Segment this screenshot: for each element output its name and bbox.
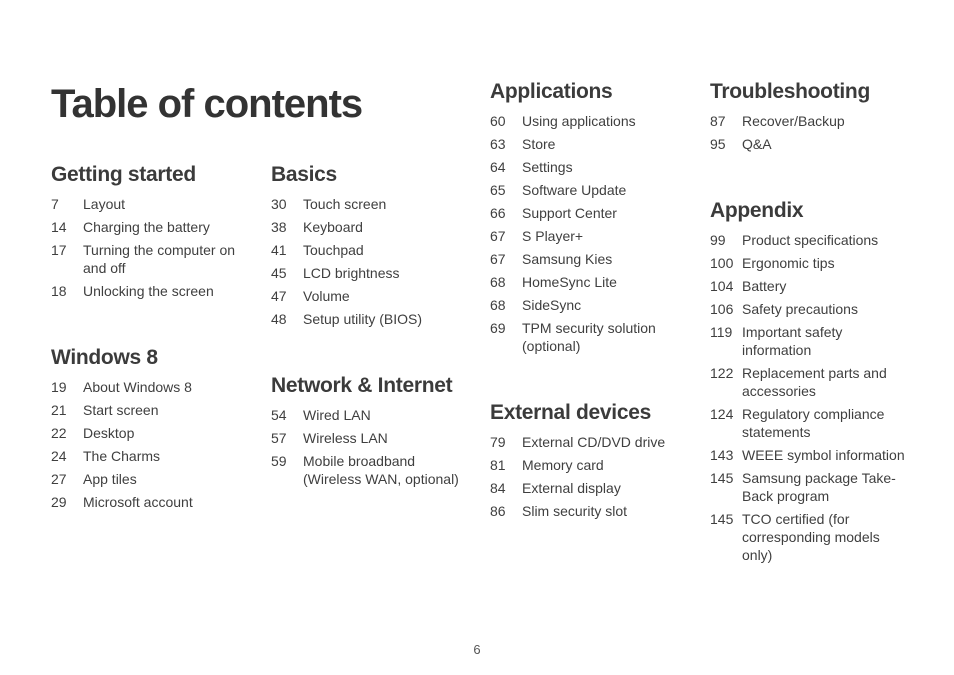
toc-page-number: 69	[490, 320, 506, 336]
toc-page-number: 59	[271, 453, 287, 469]
toc-page-number: 66	[490, 205, 506, 221]
toc-entry[interactable]	[51, 424, 251, 442]
toc-entry-title: The Charms	[83, 448, 161, 464]
toc-entry-title: Touchpad	[303, 242, 364, 258]
toc-entry[interactable]	[710, 231, 910, 249]
toc-page-number: 104	[710, 278, 734, 294]
toc-entry-title: Wired LAN	[303, 407, 371, 423]
toc-page-number: 124	[710, 406, 734, 422]
toc-entry-title: Replacement parts and accessories	[742, 365, 887, 399]
toc-page-number: 99	[710, 232, 726, 248]
toc-entry[interactable]	[271, 241, 471, 259]
toc-page-number: 7	[51, 196, 59, 212]
entry-list	[271, 195, 471, 328]
entry-list	[490, 112, 690, 355]
toc-page-number: 14	[51, 219, 67, 235]
toc-entry[interactable]	[490, 502, 690, 520]
toc-page-number: 48	[271, 311, 287, 327]
section-heading: Appendix	[710, 199, 804, 222]
toc-entry[interactable]	[490, 456, 690, 474]
entry-list	[51, 378, 251, 511]
toc-entry[interactable]	[51, 218, 251, 236]
page-number: 6	[473, 642, 481, 657]
entry-list	[710, 231, 910, 564]
toc-page-number: 19	[51, 379, 67, 395]
toc-entry-title: Keyboard	[303, 219, 363, 235]
toc-page-number: 38	[271, 219, 287, 235]
toc-entry[interactable]	[710, 364, 910, 400]
toc-page-number: 67	[490, 251, 506, 267]
toc-entry-title: Settings	[522, 159, 573, 175]
toc-entry-title: Recover/Backup	[742, 113, 845, 129]
toc-page-number: 27	[51, 471, 67, 487]
toc-page-number: 57	[271, 430, 287, 446]
toc-entry[interactable]	[490, 135, 690, 153]
section-appendix	[710, 198, 910, 569]
section-basics	[271, 162, 471, 333]
entry-list	[490, 433, 690, 520]
toc-entry-title: Product specifications	[742, 232, 879, 248]
toc-page-number: 145	[710, 470, 734, 486]
toc-entry-title: Wireless LAN	[303, 430, 388, 446]
toc-entry[interactable]	[490, 273, 690, 291]
toc-page-number: 143	[710, 447, 734, 463]
toc-page-number: 106	[710, 301, 734, 317]
section-heading: Applications	[490, 80, 613, 103]
toc-entry-title: Store	[522, 136, 556, 152]
toc-page-number: 21	[51, 402, 67, 418]
toc-entry-title: Samsung package Take-Back program	[742, 470, 896, 504]
toc-page-number: 145	[710, 511, 734, 527]
toc-page-number: 86	[490, 503, 506, 519]
toc-entry[interactable]	[51, 470, 251, 488]
toc-entry[interactable]	[490, 158, 690, 176]
toc-page-number: 17	[51, 242, 67, 258]
toc-entry-title: Microsoft account	[83, 494, 193, 510]
section-getting-started	[51, 162, 251, 305]
toc-page-number: 100	[710, 255, 734, 271]
section-heading: Windows 8	[51, 346, 158, 369]
toc-entry-title: Layout	[83, 196, 126, 212]
toc-entry-title: Setup utility (BIOS)	[303, 311, 423, 327]
toc-entry-title: External display	[522, 480, 621, 496]
section-network-internet	[271, 373, 471, 493]
toc-entry[interactable]	[271, 287, 471, 305]
toc-entry-title: Q&A	[742, 136, 772, 152]
section-external-devices	[490, 400, 690, 525]
toc-page-number: 29	[51, 494, 67, 510]
toc-entry[interactable]	[710, 112, 910, 130]
toc-entry[interactable]	[490, 296, 690, 314]
toc-entry[interactable]	[271, 452, 471, 488]
toc-entry-title: Mobile broadband (Wireless WAN, optional)	[303, 453, 459, 487]
toc-entry[interactable]	[490, 479, 690, 497]
toc-entry[interactable]	[271, 218, 471, 236]
toc-entry-title: Ergonomic tips	[742, 255, 835, 271]
section-heading: Getting started	[51, 163, 196, 186]
toc-entry[interactable]	[271, 310, 471, 328]
toc-entry-title: Important safety information	[742, 324, 843, 358]
toc-entry-title: Regulatory compliance statements	[742, 406, 885, 440]
section-applications	[490, 79, 690, 360]
toc-entry[interactable]	[710, 405, 910, 441]
toc-entry-title: TPM security solution (optional)	[522, 320, 656, 354]
toc-entry[interactable]	[271, 429, 471, 447]
entry-list	[51, 195, 251, 300]
entry-list	[271, 406, 471, 488]
toc-entry[interactable]	[490, 319, 690, 355]
toc-entry-title: Memory card	[522, 457, 604, 473]
toc-page-number: 68	[490, 274, 506, 290]
toc-entry-title: Start screen	[83, 402, 159, 418]
toc-entry-title: About Windows 8	[83, 379, 192, 395]
toc-page-number: 18	[51, 283, 67, 299]
section-heading: Troubleshooting	[710, 80, 870, 103]
toc-entry-title: Touch screen	[303, 196, 387, 212]
section-heading: Basics	[271, 163, 337, 186]
toc-entry[interactable]	[51, 241, 251, 277]
section-heading: Network & Internet	[271, 374, 453, 397]
toc-entry[interactable]	[271, 195, 471, 213]
toc-entry-title: WEEE symbol information	[742, 447, 905, 463]
toc-entry[interactable]	[710, 446, 910, 464]
toc-page-number: 41	[271, 242, 287, 258]
toc-entry-title: Volume	[303, 288, 350, 304]
toc-page-number: 30	[271, 196, 287, 212]
toc-page-number: 47	[271, 288, 287, 304]
toc-entry-title: SideSync	[522, 297, 582, 313]
toc-page-number: 81	[490, 457, 506, 473]
toc-entry[interactable]	[51, 378, 251, 396]
entry-list	[710, 112, 910, 153]
toc-entry[interactable]	[271, 264, 471, 282]
toc-page-number: 67	[490, 228, 506, 244]
toc-entry[interactable]	[490, 112, 690, 130]
toc-entry-title: TCO certified (for corresponding models only)	[742, 511, 880, 563]
toc-page-number: 122	[710, 365, 734, 381]
toc-entry-title: Battery	[742, 278, 787, 294]
toc-entry-title: Software Update	[522, 182, 627, 198]
toc-entry[interactable]	[490, 227, 690, 245]
toc-entry-title: Samsung Kies	[522, 251, 613, 267]
toc-entry-title: Desktop	[83, 425, 135, 441]
toc-page-number: 24	[51, 448, 67, 464]
toc-entry-title: Using applications	[522, 113, 636, 129]
toc-entry-title: LCD brightness	[303, 265, 400, 281]
toc-entry[interactable]	[710, 469, 910, 505]
toc-entry-title: Turning the computer on and off	[83, 242, 236, 276]
toc-entry-title: Charging the battery	[83, 219, 210, 235]
section-heading: External devices	[490, 401, 651, 424]
toc-entry-title: S Player+	[522, 228, 584, 244]
toc-entry[interactable]	[51, 195, 251, 213]
toc-entry[interactable]	[710, 135, 910, 153]
section-troubleshooting	[710, 79, 910, 158]
toc-entry-title: Safety precautions	[742, 301, 858, 317]
toc-entry[interactable]	[710, 254, 910, 272]
toc-page-number: 65	[490, 182, 506, 198]
toc-page-number: 45	[271, 265, 287, 281]
toc-entry[interactable]	[710, 277, 910, 295]
toc-entry[interactable]	[490, 433, 690, 451]
toc-entry[interactable]	[51, 447, 251, 465]
toc-entry[interactable]	[490, 181, 690, 199]
toc-entry[interactable]	[490, 250, 690, 268]
toc-entry[interactable]	[51, 493, 251, 511]
toc-page-number: 95	[710, 136, 726, 152]
page-title: Table of contents	[51, 82, 363, 126]
toc-page-number: 54	[271, 407, 287, 423]
toc-entry-title: Unlocking the screen	[83, 283, 214, 299]
toc-page-number: 63	[490, 136, 506, 152]
toc-entry-title: External CD/DVD drive	[522, 434, 666, 450]
toc-page-number: 60	[490, 113, 506, 129]
toc-page-number: 79	[490, 434, 506, 450]
toc-entry[interactable]	[51, 401, 251, 419]
toc-entry[interactable]	[51, 282, 251, 300]
toc-page-number: 64	[490, 159, 506, 175]
toc-entry[interactable]	[490, 204, 690, 222]
toc-entry[interactable]	[710, 510, 910, 564]
toc-page-number: 87	[710, 113, 726, 129]
toc-entry-title: App tiles	[83, 471, 137, 487]
toc-entry-title: HomeSync Lite	[522, 274, 617, 290]
toc-entry[interactable]	[710, 323, 910, 359]
toc-entry[interactable]	[271, 406, 471, 424]
toc-page-number: 22	[51, 425, 67, 441]
toc-page-number: 119	[710, 324, 733, 340]
toc-page-number: 68	[490, 297, 506, 313]
toc-entry[interactable]	[710, 300, 910, 318]
toc-page-number: 84	[490, 480, 506, 496]
toc-entry-title: Slim security slot	[522, 503, 628, 519]
section-windows8	[51, 345, 251, 516]
toc-entry-title: Support Center	[522, 205, 617, 221]
